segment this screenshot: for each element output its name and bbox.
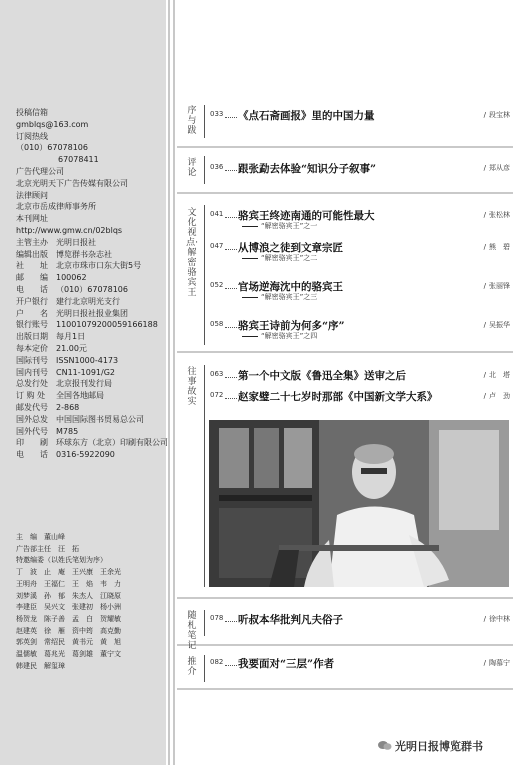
section-bar [204, 105, 205, 138]
info-line [16, 437, 176, 449]
leader-dots [225, 249, 237, 250]
info-line [16, 414, 176, 426]
leader-dots [225, 170, 237, 171]
section-label: 评论 [187, 158, 197, 178]
page-number: 063 [210, 370, 224, 378]
article-author: / 吴振华 [484, 320, 510, 330]
toc-entry[interactable] [210, 240, 510, 262]
info-line [16, 260, 176, 272]
info-value: ISSN1000-4173 [56, 355, 119, 365]
info-key: 出版日期 [16, 332, 48, 342]
info-key: 邮 编 [16, 273, 48, 283]
article-title: 骆宾王终迹南通的可能性最大 [238, 210, 375, 222]
article-author: / 段宝林 [484, 110, 510, 120]
article-title: 赵家璧二十七岁时那部《中国新文学大系》 [238, 391, 438, 403]
editor-line: 温儒敏 葛兆光 葛剑雄 董宁文 [16, 650, 121, 659]
info-value: 广告代理公司 [16, 166, 64, 176]
info-key: 银行账号 [16, 320, 48, 330]
info-line [16, 331, 176, 343]
leader-dots [225, 398, 237, 399]
leader-dots [225, 217, 237, 218]
section-divider [177, 688, 513, 690]
section-divider [177, 351, 513, 353]
info-line [16, 225, 176, 237]
article-subtitle: “解密骆宾王”之一 [242, 221, 317, 231]
toc-entry[interactable] [210, 208, 510, 230]
toc-entry[interactable] [210, 161, 510, 175]
info-value: 全国各地邮局 [56, 391, 104, 401]
info-value: CN11-1091/G2 [56, 367, 115, 377]
section-divider [177, 192, 513, 194]
editor-line: 特邀编委（以姓氏笔划为序） [16, 556, 107, 565]
info-line [16, 154, 176, 166]
article-title: 我要面对“三层”作者 [238, 658, 335, 670]
info-key: 编辑出版 [16, 249, 48, 259]
info-value: 博览群书杂志社 [56, 249, 112, 259]
section-bar [204, 365, 205, 587]
photo-portrait [209, 420, 509, 587]
info-value: M785 [56, 426, 79, 436]
page-number: 041 [210, 210, 224, 218]
editor-line: 郭英剑 常绍民 黄书元 黄 旭 [16, 638, 121, 647]
article-author: / 张松林 [484, 210, 510, 220]
info-key: 印 刷 [16, 438, 48, 448]
info-line [16, 378, 176, 390]
article-author: / 徐中林 [484, 614, 510, 624]
article-subtitle: “解密骆宾王”之四 [242, 331, 317, 341]
toc-entry[interactable] [210, 279, 510, 301]
info-value: （010）67078106 [56, 284, 128, 294]
info-value: 建行北京明光支行 [56, 296, 120, 306]
info-line [16, 201, 176, 213]
info-key: 国内刊号 [16, 367, 48, 377]
page-number: 033 [210, 110, 224, 118]
section-label: 推介 [187, 657, 197, 677]
info-line [16, 426, 176, 438]
leader-dots [225, 377, 237, 378]
toc-entry[interactable] [210, 108, 510, 122]
info-line [16, 296, 176, 308]
info-value: 本刊网址 [16, 214, 48, 224]
info-value: http://www.gmw.cn/02blqs [16, 225, 123, 235]
section-divider [177, 644, 513, 646]
info-line [16, 402, 176, 414]
info-line [16, 119, 176, 131]
info-line [16, 390, 176, 402]
section-bar [204, 156, 205, 184]
page-number: 078 [210, 614, 224, 622]
article-title: 官场逆海沈中的骆宾王 [238, 281, 343, 293]
page-number: 058 [210, 320, 224, 328]
editorial-board [16, 532, 176, 672]
info-key: 国际刊号 [16, 355, 48, 365]
section-label: 序与跋 [187, 106, 197, 136]
editor-line: 杨贺龙 陈子善 孟 白 贺耀敏 [16, 614, 121, 623]
info-key: 主管主办 [16, 237, 48, 247]
toc-entry[interactable] [210, 368, 510, 382]
article-author: / 卢 劲 [484, 391, 510, 401]
leader-dots [225, 665, 237, 666]
leader-dots [225, 621, 237, 622]
editor-line: 赵建英 徐 雁 资中筠 高克勤 [16, 626, 121, 635]
info-key: 国外总发 [16, 414, 48, 424]
article-author: / 陶慕宁 [484, 658, 510, 668]
info-value: 0316-5922090 [56, 450, 115, 460]
section-bar [204, 655, 205, 682]
section-bar [204, 610, 205, 636]
info-value: 21.00元 [56, 343, 87, 353]
section-label: 随札笔记 [187, 611, 197, 651]
editor-line: 广告部主任 汪 拓 [16, 544, 79, 553]
article-subtitle: “解密骆宾王”之二 [242, 253, 317, 263]
leader-dots [225, 288, 237, 289]
toc-entry[interactable] [210, 656, 510, 670]
info-key: 户 名 [16, 308, 48, 318]
info-line [16, 343, 176, 355]
info-line [16, 319, 176, 331]
info-line [16, 166, 176, 178]
section-label: 文化视点·解密骆宾王 [186, 208, 198, 298]
article-author: / 熊 碧 [484, 242, 510, 252]
info-value: 11001079200059166188 [56, 320, 158, 330]
leader-dots [225, 117, 237, 118]
page-number: 072 [210, 391, 224, 399]
article-title: 第一个中文版《鲁迅全集》送审之后 [238, 370, 406, 382]
toc-entry[interactable] [210, 318, 510, 340]
editor-line: 主 编 董山峰 [16, 533, 65, 541]
info-key: 电 话 [16, 450, 48, 460]
info-value: 北京报刊发行局 [56, 379, 112, 389]
article-title: 听叔本华批判凡夫俗子 [238, 614, 343, 626]
article-title: 骆宾王诗前为何多“序” [238, 320, 345, 332]
info-key: 总发行处 [16, 379, 48, 389]
masthead-info [16, 107, 176, 461]
page-number: 082 [210, 658, 224, 666]
info-line [16, 107, 176, 119]
section-label: 往事故实 [187, 367, 197, 407]
info-key: 社 址 [16, 261, 48, 271]
info-line [16, 308, 176, 320]
info-value: 每月1日 [56, 332, 86, 342]
info-key: 开户银行 [16, 296, 48, 306]
editor-line: 刘梦溪 孙 郁 朱杰人 江晓原 [16, 591, 121, 600]
editor-line: 王明舟 王福仁 王 焰 韦 力 [16, 579, 121, 588]
editor-line: 李建臣 吴兴文 张建初 杨小洲 [16, 603, 121, 612]
info-key: 国外代号 [16, 426, 48, 436]
wechat-icon [378, 740, 392, 751]
page-number: 036 [210, 163, 224, 171]
info-value: 北京市珠市口东大街5号 [56, 261, 142, 271]
info-value: 投稿信箱 [16, 108, 48, 117]
info-line [16, 449, 176, 461]
leader-dots [225, 327, 237, 328]
info-value: 光明日报社 [56, 237, 96, 247]
info-value: 中国国际图书贸易总公司 [56, 414, 144, 424]
info-value: 环球东方（北京）印刷有限公司 [56, 438, 168, 448]
info-line [16, 131, 176, 143]
article-author: / 北 塔 [484, 370, 510, 380]
watermark [378, 738, 483, 754]
watermark-text: 光明日报博览群书 [395, 740, 483, 753]
info-value: 光明日报社报业集团 [56, 308, 128, 318]
info-line [16, 178, 176, 190]
info-value: 订阅热线 [16, 131, 48, 141]
info-line [16, 213, 176, 225]
editor-line: 丁 波 止 庵 王兴康 王余光 [16, 568, 121, 577]
info-key: 邮发代号 [16, 402, 48, 412]
page-number: 047 [210, 242, 224, 250]
info-line [16, 142, 176, 154]
article-author: / 郑从彦 [484, 163, 510, 173]
info-value: 100062 [56, 273, 87, 283]
info-value: 法律顾问 [16, 190, 48, 200]
page-number: 052 [210, 281, 224, 289]
article-title: 跟张勐去体验“知识分子叙事” [238, 163, 377, 175]
article-author: / 张丽锋 [484, 281, 510, 291]
section-divider [177, 597, 513, 599]
article-subtitle: “解密骆宾王”之三 [242, 292, 317, 302]
section-divider [177, 146, 513, 148]
toc-entry[interactable] [210, 612, 510, 626]
info-line [16, 190, 176, 202]
info-value: 北京光明天下广告传媒有限公司 [16, 178, 128, 188]
article-title: 从博浪之徒到文章宗匠 [238, 242, 343, 254]
info-key: 每本定价 [16, 343, 48, 353]
info-line [16, 249, 176, 261]
info-value: 67078411 [58, 155, 99, 165]
info-key: 订 购 处 [16, 391, 46, 401]
info-value: （010）67078106 [16, 143, 88, 153]
info-line [16, 284, 176, 296]
editor-line: 韩建民 解玺璋 [16, 661, 65, 670]
info-line [16, 367, 176, 379]
info-line [16, 272, 176, 284]
article-title: 《点石斋画报》里的中国力量 [238, 110, 375, 122]
info-value: 北京市岳成律师事务所 [16, 202, 96, 212]
info-key: 电 话 [16, 284, 48, 294]
toc-entry[interactable] [210, 389, 510, 403]
section-bar [204, 205, 205, 345]
info-value: 2-868 [56, 402, 80, 412]
info-line [16, 355, 176, 367]
info-line [16, 237, 176, 249]
info-value: gmblqs@163.com [16, 119, 89, 129]
